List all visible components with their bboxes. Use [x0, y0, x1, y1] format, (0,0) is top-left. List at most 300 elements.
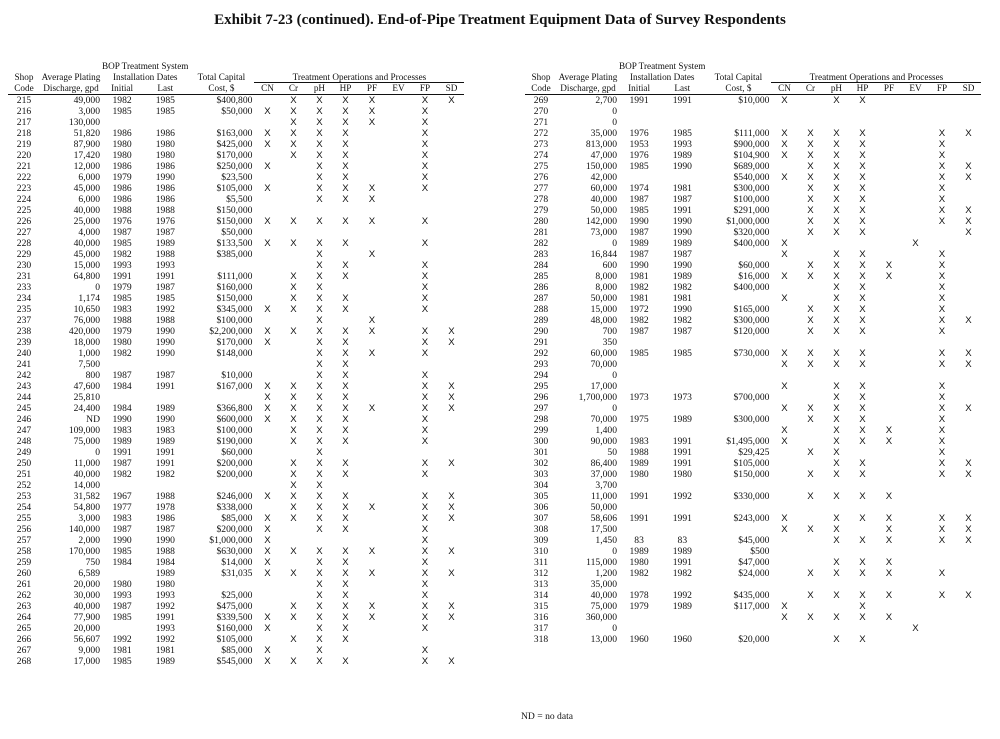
- table-row: [8, 403, 464, 414]
- op-hp-cell: X: [342, 490, 349, 502]
- op-ev-cell: [902, 94, 928, 106]
- op-ph-cell: [823, 623, 849, 634]
- op-fp-cell: X: [421, 127, 429, 139]
- op-cn-cell: [254, 117, 280, 128]
- op-sd-cell: [438, 590, 464, 601]
- op-pf-cell: X: [368, 600, 376, 612]
- table-row: [8, 656, 464, 667]
- capital-cost-cell: $400,800: [216, 94, 253, 106]
- op-pf-cell: [875, 106, 902, 117]
- op-ph-cell: [823, 579, 849, 590]
- op-fp-cell: [928, 94, 955, 106]
- capital-cost-cell: [188, 392, 254, 403]
- op-cn-cell: X: [264, 391, 271, 403]
- install-last-cell: 1980: [155, 138, 175, 150]
- shop-code-cell: 278: [533, 193, 549, 205]
- avg-discharge-cell: 18,000: [73, 336, 100, 348]
- op-fp-cell: X: [938, 435, 946, 447]
- shop-code-cell: 295: [533, 380, 549, 392]
- op-ev-cell: [385, 194, 411, 205]
- avg-discharge-cell: 1,174: [78, 292, 100, 304]
- install-initial-cell: 1976: [629, 127, 649, 139]
- install-initial-cell: 1980: [112, 336, 132, 348]
- op-ph-cell: X: [316, 369, 323, 381]
- shop-code-cell: 296: [533, 391, 549, 403]
- install-initial-cell: [619, 612, 659, 623]
- op-pf-cell: [875, 172, 902, 183]
- capital-cost-cell: $24,000: [738, 567, 770, 579]
- op-cr-cell: [280, 524, 306, 535]
- op-ev-cell: [902, 502, 928, 513]
- op-pf-cell: X: [368, 402, 376, 414]
- op-cn-cell: [771, 117, 797, 128]
- op-ph-cell: X: [316, 501, 323, 513]
- install-initial-cell: 1978: [629, 589, 649, 601]
- op-sd-cell: [955, 304, 981, 315]
- table-row: [8, 579, 464, 590]
- op-cn-cell: [771, 183, 797, 194]
- op-ev-cell: [902, 337, 928, 348]
- capital-cost-cell: $2,200,000: [209, 325, 253, 337]
- op-cn-cell: [254, 634, 280, 645]
- capital-cost-cell: $700,000: [733, 391, 770, 403]
- capital-cost-cell: $105,000: [216, 633, 253, 645]
- op-fp-cell: X: [421, 336, 429, 348]
- op-cr-cell: [797, 579, 823, 590]
- shop-code-cell: 253: [16, 490, 32, 502]
- op-hp-cell: X: [859, 160, 866, 172]
- capital-cost-cell: $150,000: [216, 215, 253, 227]
- op-ev-cell: [385, 425, 411, 436]
- install-initial-cell: 1975: [629, 413, 649, 425]
- op-cr-cell: X: [807, 303, 814, 315]
- op-pf-cell: [875, 128, 902, 139]
- avg-discharge-cell: 90,000: [590, 435, 617, 447]
- op-pf-cell: [358, 634, 385, 645]
- op-hp-cell: X: [859, 193, 866, 205]
- table-row: [8, 524, 464, 535]
- capital-cost-cell: $60,000: [738, 259, 770, 271]
- op-sd-cell: X: [448, 567, 455, 579]
- table-row: [525, 249, 981, 260]
- capital-cost-cell: $31,035: [221, 567, 253, 579]
- shop-code-cell: 257: [16, 534, 32, 546]
- op-pf-cell: [875, 392, 902, 403]
- op-pf-cell: X: [368, 94, 376, 106]
- op-sd-cell: [438, 293, 464, 304]
- op-hp-cell: X: [342, 347, 349, 359]
- table-row: [8, 205, 464, 216]
- op-ev-cell: [385, 579, 411, 590]
- install-initial-cell: 1960: [629, 633, 649, 645]
- op-pf-cell: [875, 601, 902, 612]
- op-pf-cell: X: [368, 347, 376, 359]
- op-hp-cell: X: [859, 457, 866, 469]
- op-cn-cell: X: [781, 380, 788, 392]
- op-sd-cell: [438, 238, 464, 249]
- table-row: [8, 425, 464, 436]
- capital-cost-cell: [705, 612, 771, 623]
- op-cr-cell: X: [290, 94, 297, 106]
- op-cr-cell: [797, 436, 823, 447]
- op-cr-cell: X: [807, 490, 814, 502]
- avg-discharge-cell: ND: [86, 413, 100, 425]
- op-cr-cell: [280, 161, 306, 172]
- op-fp-cell: X: [938, 446, 946, 458]
- install-initial-cell: 1983: [112, 303, 132, 315]
- op-ev-cell: [385, 326, 411, 337]
- op-cr-cell: X: [290, 611, 297, 623]
- op-cr-cell: X: [290, 149, 297, 161]
- install-last-cell: [659, 524, 705, 535]
- capital-cost-cell: [705, 403, 771, 414]
- last-header: Last: [659, 83, 705, 95]
- shop-code-cell: 298: [533, 413, 549, 425]
- op-cn-cell: [771, 106, 797, 117]
- op-ph-cell: X: [316, 127, 323, 139]
- install-last-cell: 1960: [672, 633, 692, 645]
- op-fp-cell: X: [421, 303, 429, 315]
- op-pf-cell: [358, 535, 385, 546]
- op-hp-cell: X: [859, 204, 866, 216]
- install-initial-cell: 1967: [112, 490, 132, 502]
- op-cr-cell: [280, 348, 306, 359]
- op-hp-cell: X: [859, 270, 866, 282]
- op-ev-cell: [385, 359, 411, 370]
- install-last-cell: 1991: [155, 446, 175, 458]
- shop-code-cell: 306: [533, 501, 549, 513]
- op-pf-cell: [358, 271, 385, 282]
- install-initial-cell: 1986: [112, 182, 132, 194]
- op-sd-cell: [955, 183, 981, 194]
- op-header-cr: Cr: [797, 83, 823, 95]
- avg-discharge-cell: 70,000: [590, 358, 617, 370]
- op-hp-cell: [332, 535, 358, 546]
- op-hp-cell: X: [342, 501, 349, 513]
- op-cr-cell: [797, 425, 823, 436]
- op-cr-cell: [280, 315, 306, 326]
- op-pf-cell: [875, 161, 902, 172]
- install-last-cell: [659, 579, 705, 590]
- op-pf-cell: X: [368, 105, 376, 117]
- install-initial-cell: [619, 117, 659, 128]
- install-last-cell: 1988: [155, 490, 175, 502]
- avg-discharge-cell: 0: [612, 116, 617, 128]
- op-ev-cell: [385, 183, 411, 194]
- install-initial-cell: 1987: [112, 523, 132, 535]
- shop-code-cell: 235: [16, 303, 32, 315]
- op-ev-cell: [902, 282, 928, 293]
- op-pf-cell: [875, 414, 902, 425]
- op-ev-cell: [902, 469, 928, 480]
- install-last-cell: 1980: [155, 149, 175, 161]
- table-row: [525, 634, 981, 645]
- install-initial-cell: [102, 359, 142, 370]
- install-initial-cell: [619, 337, 659, 348]
- op-cn-cell: [771, 546, 797, 557]
- op-cr-cell: X: [807, 270, 814, 282]
- install-initial-cell: 1983: [112, 424, 132, 436]
- op-fp-cell: [411, 227, 438, 238]
- bop-header-line2: Installation Dates: [112, 71, 178, 82]
- table-row: [525, 612, 981, 623]
- op-sd-cell: [438, 557, 464, 568]
- op-hp-cell: X: [342, 600, 349, 612]
- avg-discharge-cell: 54,800: [73, 501, 100, 513]
- op-fp-cell: X: [938, 215, 946, 227]
- shop-code-cell: 250: [16, 457, 32, 469]
- table-row: [8, 634, 464, 645]
- op-cn-cell: [771, 414, 797, 425]
- install-last-cell: 1990: [155, 336, 175, 348]
- op-ph-cell: X: [833, 160, 840, 172]
- op-cn-cell: X: [781, 402, 788, 414]
- op-hp-cell: [332, 205, 358, 216]
- op-ph-cell: X: [316, 545, 323, 557]
- op-cn-cell: [771, 315, 797, 326]
- op-hp-cell: X: [342, 237, 349, 249]
- op-hp-cell: [849, 238, 875, 249]
- op-cn-cell: X: [781, 435, 788, 447]
- shop-code-cell: 244: [16, 391, 32, 403]
- avg-discharge-cell: 50: [607, 446, 617, 458]
- op-ph-cell: X: [833, 314, 840, 326]
- install-initial-cell: 1973: [629, 391, 649, 403]
- op-cr-cell: X: [290, 424, 297, 436]
- install-initial-cell: [619, 172, 659, 183]
- op-pf-cell: X: [368, 182, 376, 194]
- shop-code-cell: 291: [533, 336, 549, 348]
- op-fp-cell: [928, 546, 955, 557]
- op-sd-cell: [438, 469, 464, 480]
- op-cn-cell: X: [781, 127, 788, 139]
- capital-cost-cell: [705, 502, 771, 513]
- op-cr-cell: X: [807, 589, 814, 601]
- avg-discharge-cell: 3,000: [78, 105, 100, 117]
- shop-header-bottom: Code: [8, 83, 40, 95]
- op-hp-cell: X: [859, 281, 866, 293]
- op-hp-cell: X: [342, 193, 349, 205]
- capital-cost-cell: $160,000: [216, 281, 253, 293]
- cost-header-top: Total Capital: [714, 71, 763, 82]
- op-fp-cell: X: [938, 567, 946, 579]
- install-last-cell: 1976: [155, 215, 175, 227]
- op-ev-cell: [902, 425, 928, 436]
- op-cn-cell: [254, 480, 280, 491]
- op-cn-cell: [254, 249, 280, 260]
- op-sd-cell: X: [448, 512, 455, 524]
- shop-code-cell: 245: [16, 402, 32, 414]
- avg-discharge-cell: 20,000: [73, 578, 100, 590]
- op-hp-cell: X: [342, 171, 349, 183]
- op-hp-cell: X: [859, 127, 866, 139]
- capital-cost-cell: $730,000: [733, 347, 770, 359]
- shop-code-cell: 220: [16, 149, 32, 161]
- avg-discharge-cell: 40,000: [73, 204, 100, 216]
- op-cr-cell: X: [290, 215, 297, 227]
- table-row: [8, 491, 464, 502]
- op-sd-cell: [955, 150, 981, 161]
- avg-discharge-cell: 50,000: [590, 204, 617, 216]
- install-initial-cell: [619, 480, 659, 491]
- op-sd-cell: [438, 117, 464, 128]
- op-cn-cell: [771, 458, 797, 469]
- op-ph-cell: [823, 480, 849, 491]
- op-ev-cell: [385, 458, 411, 469]
- capital-cost-cell: [705, 106, 771, 117]
- avg-discharge-cell: 45,000: [73, 248, 100, 260]
- op-cn-cell: [254, 425, 280, 436]
- op-pf-cell: [358, 491, 385, 502]
- op-ph-cell: X: [833, 556, 840, 568]
- install-initial-cell: 1987: [112, 457, 132, 469]
- shop-code-cell: 239: [16, 336, 32, 348]
- shop-code-cell: 251: [16, 468, 32, 480]
- op-cn-cell: [771, 535, 797, 546]
- op-sd-cell: [438, 150, 464, 161]
- op-fp-cell: X: [421, 534, 429, 546]
- op-ph-cell: X: [316, 556, 323, 568]
- op-cn-cell: X: [264, 160, 271, 172]
- table-row: [8, 480, 464, 491]
- op-pf-cell: [875, 315, 902, 326]
- install-initial-cell: 1985: [112, 611, 132, 623]
- table-row: [525, 469, 981, 480]
- op-fp-cell: X: [421, 259, 429, 271]
- install-initial-cell: 1979: [112, 171, 132, 183]
- install-initial-cell: 1987: [112, 369, 132, 381]
- capital-cost-cell: $425,000: [216, 138, 253, 150]
- capital-cost-cell: $160,000: [216, 622, 253, 634]
- op-cr-cell: [797, 282, 823, 293]
- install-initial-cell: 1988: [112, 314, 132, 326]
- op-hp-cell: X: [859, 171, 866, 183]
- op-hp-cell: X: [859, 600, 866, 612]
- table-row: [8, 183, 464, 194]
- op-sd-cell: [438, 249, 464, 260]
- op-cn-cell: [771, 469, 797, 480]
- op-fp-cell: X: [421, 347, 429, 359]
- table-row: [8, 469, 464, 480]
- capital-cost-cell: $16,000: [738, 270, 770, 282]
- op-ev-cell: [902, 194, 928, 205]
- avg-discharge-cell: 2,000: [78, 534, 100, 546]
- capital-cost-cell: $85,000: [221, 644, 253, 656]
- op-cn-cell: [254, 282, 280, 293]
- op-pf-cell: [875, 469, 902, 480]
- op-sd-cell: X: [448, 380, 455, 392]
- op-fp-cell: X: [938, 347, 946, 359]
- op-cr-cell: X: [290, 105, 297, 117]
- op-ev-cell: [902, 535, 928, 546]
- op-cn-cell: X: [264, 105, 271, 117]
- capital-cost-cell: [705, 293, 771, 304]
- op-pf-cell: [358, 513, 385, 524]
- op-ev-cell: [902, 414, 928, 425]
- op-ev-cell: [902, 513, 928, 524]
- install-initial-cell: 1985: [112, 545, 132, 557]
- op-hp-cell: X: [859, 226, 866, 238]
- table-row: [525, 271, 981, 282]
- op-cr-cell: X: [290, 303, 297, 315]
- install-last-cell: 1993: [155, 259, 175, 271]
- op-pf-cell: [358, 557, 385, 568]
- op-ph-cell: X: [316, 622, 323, 634]
- op-ph-cell: X: [833, 468, 840, 480]
- op-ev-cell: [902, 579, 928, 590]
- op-cn-cell: [254, 458, 280, 469]
- op-sd-cell: [955, 612, 981, 623]
- op-ph-cell: [823, 370, 849, 381]
- op-hp-cell: X: [342, 94, 349, 106]
- op-ev-cell: [385, 260, 411, 271]
- op-sd-cell: X: [448, 336, 455, 348]
- avg-discharge-cell: 35,000: [590, 578, 617, 590]
- op-sd-cell: [438, 634, 464, 645]
- op-ph-cell: X: [833, 325, 840, 337]
- avg-discharge-cell: 42,000: [590, 171, 617, 183]
- op-cr-cell: X: [807, 523, 814, 535]
- install-initial-cell: 1984: [112, 402, 132, 414]
- op-fp-cell: X: [421, 292, 429, 304]
- install-last-cell: 1989: [155, 237, 175, 249]
- op-ph-cell: [306, 227, 332, 238]
- op-cr-cell: [280, 260, 306, 271]
- op-ph-cell: X: [316, 446, 323, 458]
- capital-cost-cell: $475,000: [216, 600, 253, 612]
- table-row: [8, 227, 464, 238]
- op-ev-cell: [385, 469, 411, 480]
- op-pf-cell: [358, 172, 385, 183]
- install-last-cell: 1990: [155, 534, 175, 546]
- install-last-cell: [659, 359, 705, 370]
- avg-discharge-cell: 86,400: [590, 457, 617, 469]
- op-fp-cell: [928, 601, 955, 612]
- op-fp-cell: X: [421, 391, 429, 403]
- op-header-cn: CN: [254, 83, 280, 95]
- op-cn-cell: X: [264, 545, 271, 557]
- op-ph-cell: X: [833, 193, 840, 205]
- avg-discharge-cell: 50,000: [590, 292, 617, 304]
- op-cn-cell: X: [264, 556, 271, 568]
- install-last-cell: 1981: [672, 182, 692, 194]
- op-pf-cell: [875, 117, 902, 128]
- shop-code-cell: 241: [16, 358, 32, 370]
- avg-discharge-cell: 15,000: [73, 259, 100, 271]
- shop-code-cell: 259: [16, 556, 32, 568]
- op-fp-cell: [928, 106, 955, 117]
- install-last-cell: 1982: [672, 281, 692, 293]
- install-initial-cell: 1991: [629, 94, 649, 106]
- op-ph-cell: X: [833, 534, 840, 546]
- shop-code-cell: 227: [16, 226, 32, 238]
- install-initial-cell: 1977: [112, 501, 132, 513]
- capital-cost-cell: $47,000: [738, 556, 770, 568]
- op-cn-cell: [771, 216, 797, 227]
- op-cn-cell: [254, 436, 280, 447]
- op-pf-cell: X: [885, 424, 893, 436]
- op-ev-cell: [902, 491, 928, 502]
- capital-cost-cell: $50,000: [221, 226, 253, 238]
- table-row: [8, 172, 464, 183]
- op-fp-cell: [411, 480, 438, 491]
- op-header-sd: SD: [955, 83, 981, 95]
- install-initial-cell: 1979: [112, 325, 132, 337]
- avg-discharge-cell: 10,650: [73, 303, 100, 315]
- op-ph-cell: X: [316, 644, 323, 656]
- op-fp-cell: [928, 557, 955, 568]
- op-hp-cell: X: [859, 259, 866, 271]
